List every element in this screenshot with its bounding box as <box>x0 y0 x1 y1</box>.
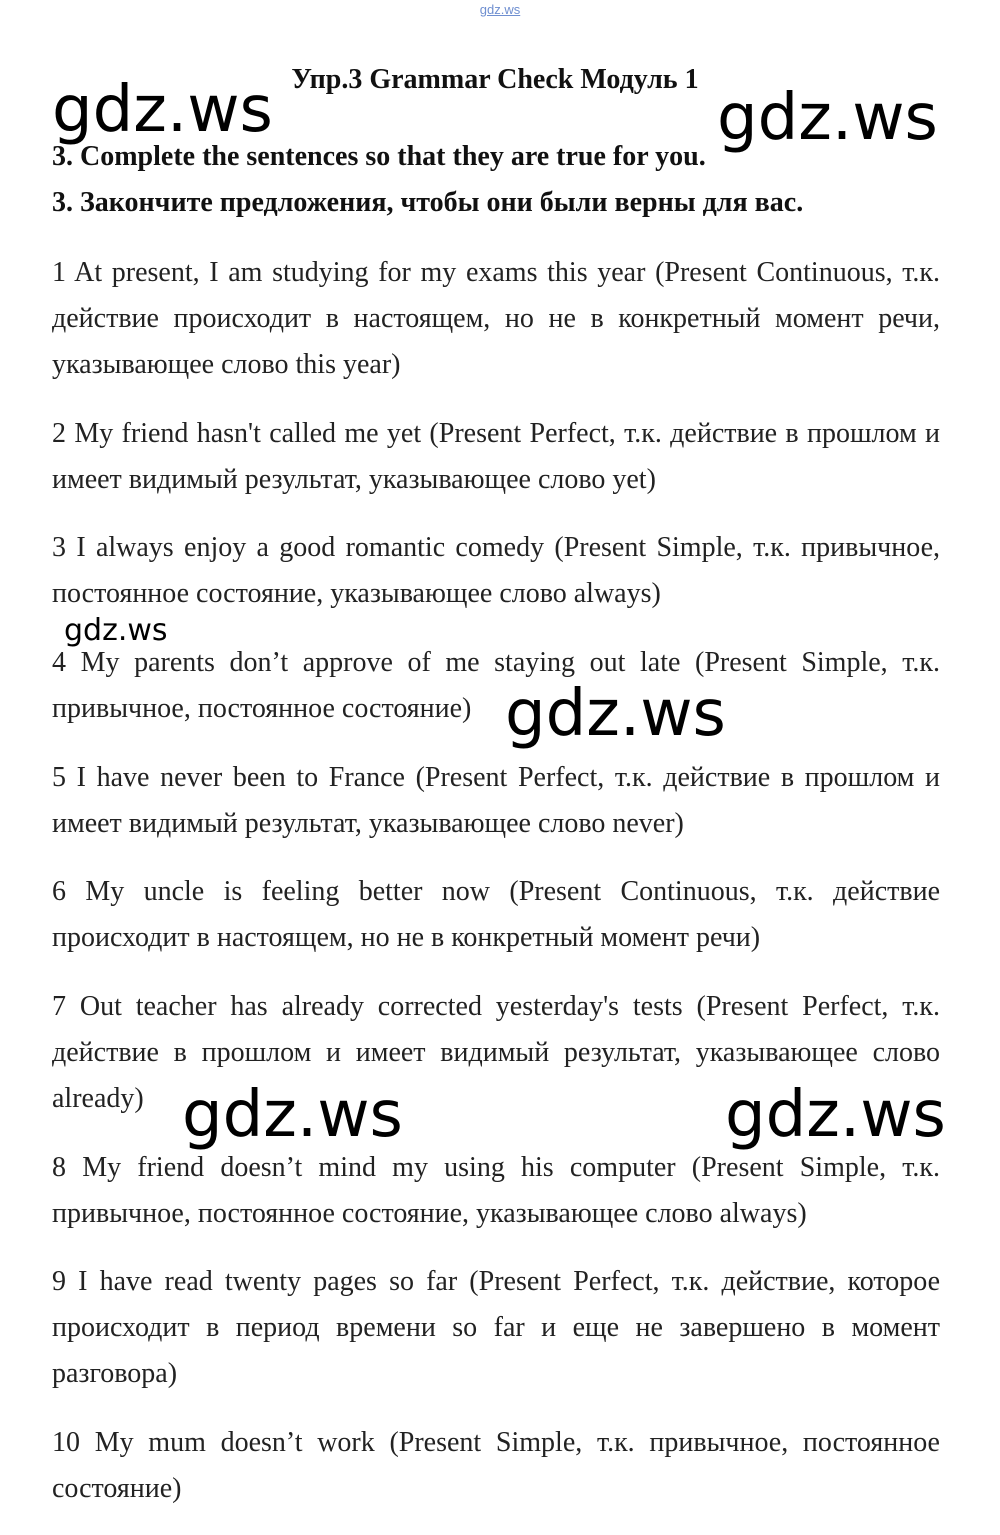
watermark: gdz.ws <box>52 73 273 147</box>
watermark: gdz.ws <box>505 677 726 751</box>
answer-1: 1 At present, I am studying for my exams this year (Present Continuous, т.к. действие происходит в настоящем, но не в конкретный момент речи, указывающее слово this year) <box>52 257 940 380</box>
instruction-english: 3. Complete the sentences so that they are true for you. <box>52 141 706 172</box>
page-title: Упр.3 Grammar Check Модуль 1 <box>291 64 699 95</box>
watermark: gdz.ws <box>64 613 168 648</box>
watermark: gdz.ws <box>182 1078 403 1152</box>
answer-7: 7 Out teacher has already corrected yesterday's tests (Present Perfect, т.к. действие в прошлом и имеет видимый результат, указывающее слово already) <box>52 991 940 1114</box>
answer-4: 4 My parents don’t approve of me staying out late (Present Simple, т.к. привычное, постоянное состояние) <box>52 647 940 724</box>
watermark: gdz.ws <box>725 1078 946 1152</box>
answer-3: 3 I always enjoy a good romantic comedy (Present Simple, т.к. привычное, постоянное состояние, указывающее слово always) <box>52 532 940 609</box>
answer-9: 9 I have read twenty pages so far (Present Perfect, т.к. действие, которое происходит в период времени so far и еще не завершено в момент разговора) <box>52 1266 940 1389</box>
answer-10: 10 My mum doesn’t work (Present Simple, т.к. привычное, постоянное состояние) <box>52 1427 940 1504</box>
answer-5: 5 I have never been to France (Present Perfect, т.к. действие в прошлом и имеет видимый результат, указывающее слово never) <box>52 762 940 839</box>
answer-8: 8 My friend doesn’t mind my using his computer (Present Simple, т.к. привычное, постоянное состояние, указывающее слово always) <box>52 1152 940 1229</box>
answer-2: 2 My friend hasn't called me yet (Present Perfect, т.к. действие в прошлом и имеет видимый результат, указывающее слово yet) <box>52 418 940 495</box>
instruction-russian: 3. Закончите предложения, чтобы они были верны для вас. <box>52 187 804 218</box>
site-link[interactable]: gdz.ws <box>479 2 521 17</box>
answer-6: 6 My uncle is feeling better now (Present Continuous, т.к. действие происходит в настоящем, но не в конкретный момент речи) <box>52 876 940 953</box>
watermark: gdz.ws <box>717 81 938 155</box>
